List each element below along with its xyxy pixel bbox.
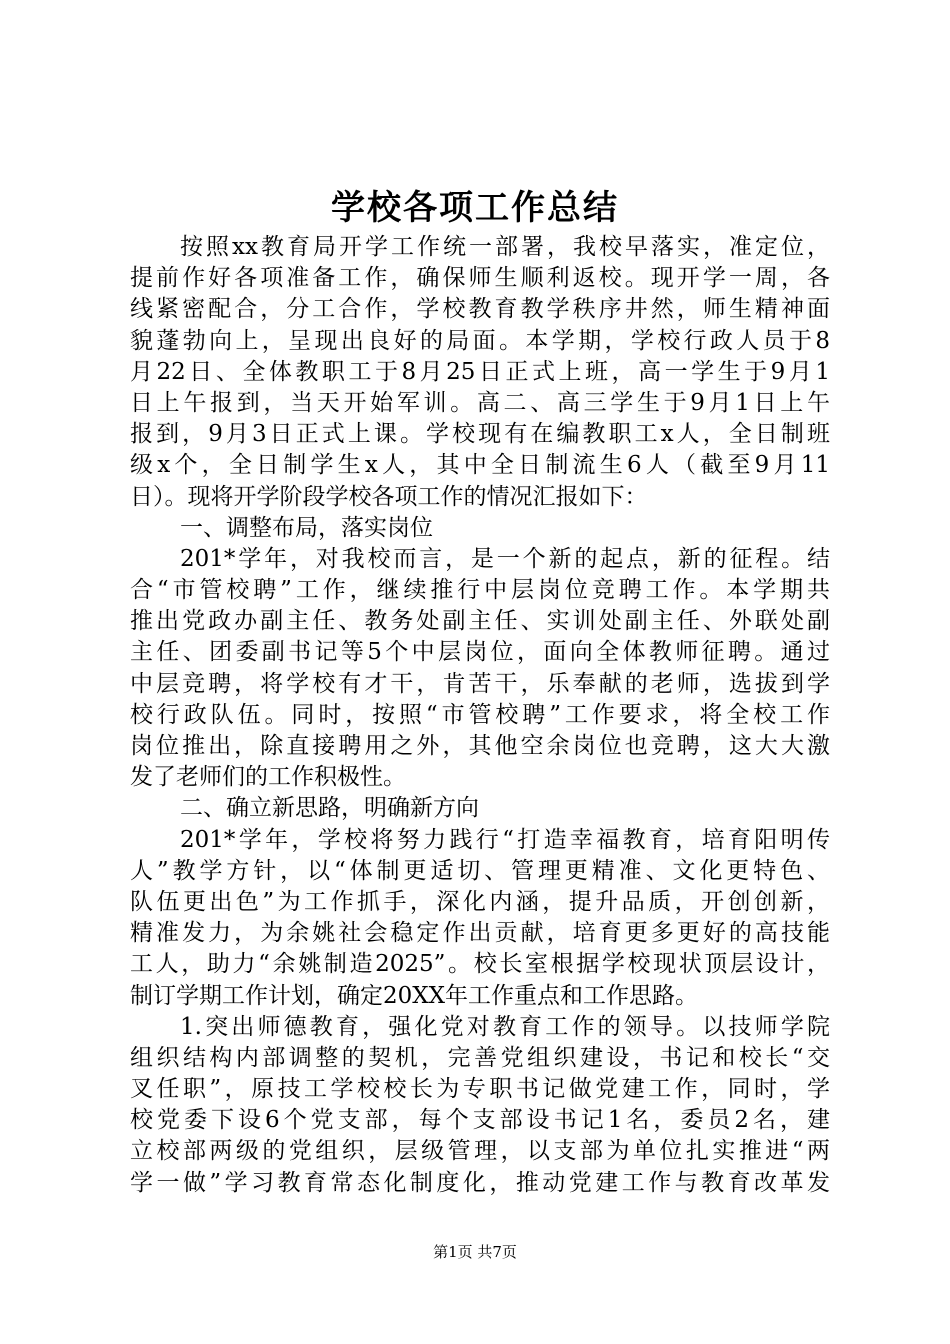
text-line: 月22日、全体教职工于8月25日正式上班，高一学生于9月1 bbox=[130, 358, 830, 385]
text-line: 报到，9月3日正式上课。学校现有在编教职工x人，全日制班 bbox=[130, 421, 830, 448]
text-line: 提前作好各项准备工作，确保师生顺利返校。现开学一周，各 bbox=[130, 265, 830, 292]
text-line: 队伍更出色”为工作抓手，深化内涵，提升品质，开创创新， bbox=[130, 888, 830, 915]
text-line: 叉任职”，原技工学校校长为专职书记做党建工作，同时，学 bbox=[130, 1076, 830, 1103]
text-line: 中层竞聘，将学校有才干，肯苦干，乐奉献的老师，选拔到学 bbox=[130, 670, 830, 697]
text-line: 工人，助力“余姚制造2025”。校长室根据学校现状顶层设计， bbox=[130, 951, 830, 978]
text-line: 貌蓬勃向上，呈现出良好的局面。本学期，学校行政人员于8 bbox=[130, 327, 830, 354]
text-line: 岗位推出，除直接聘用之外，其他空余岗位也竞聘，这大大激 bbox=[130, 733, 830, 759]
document-title: 学校各项工作总结 bbox=[331, 188, 619, 228]
text-line: 级x个，全日制学生x人，其中全日制流生6人（截至9月11 bbox=[130, 452, 830, 479]
text-line: 日上午报到，当天开始军训。高二、高三学生于9月1日上午 bbox=[130, 389, 830, 416]
text-line: 201*学年，学校将努力践行“打造幸福教育，培育阳明传 bbox=[180, 826, 830, 853]
text-line: 组织结构内部调整的契机，完善党组织建设，书记和校长“交 bbox=[130, 1044, 830, 1071]
text-line: 校党委下设6个党支部，每个支部设书记1名，委员2名，建 bbox=[130, 1107, 830, 1134]
page-number-footer: 第1页 共7页 bbox=[433, 1243, 517, 1261]
text-line: 制订学期工作计划，确定20XX年工作重点和工作思路。 bbox=[130, 982, 699, 1009]
text-line: 201*学年，对我校而言，是一个新的起点，新的征程。结 bbox=[180, 545, 830, 572]
text-line: 推出党政办副主任、教务处副主任、实训处副主任、外联处副 bbox=[130, 608, 830, 635]
text-line: 1.突出师德教育，强化党对教育工作的领导。以技师学院 bbox=[180, 1013, 830, 1040]
document-body bbox=[130, 232, 830, 1199]
text-line: 精准发力，为余姚社会稳定作出贡献，培育更多更好的高技能 bbox=[130, 920, 830, 947]
text-line: 主任、团委副书记等5个中层岗位，面向全体教师征聘。通过 bbox=[130, 639, 830, 666]
text-line: 日）。现将开学阶段学校各项工作的情况汇报如下： bbox=[130, 483, 648, 510]
text-line: 立校部两级的党组织，层级管理，以支部为单位扎实推进“两 bbox=[130, 1138, 830, 1165]
text-line: 线紧密配合，分工合作，学校教育教学秩序井然，师生精神面 bbox=[130, 296, 830, 323]
text-line: 校行政队伍。同时，按照“市管校聘”工作要求，将全校工作 bbox=[130, 701, 830, 728]
section-heading: 二、确立新思路，明确新方向 bbox=[180, 795, 479, 822]
section-heading: 一、调整布局，落实岗位 bbox=[180, 514, 433, 541]
text-line: 合“市管校聘”工作，继续推行中层岗位竞聘工作。本学期共 bbox=[130, 577, 830, 604]
text-line: 人”教学方针，以“体制更适切、管理更精准、文化更特色、 bbox=[130, 857, 830, 884]
text-line: 学一做”学习教育常态化制度化，推动党建工作与教育改革发 bbox=[130, 1169, 830, 1196]
text-line: 按照xx教育局开学工作统一部署，我校早落实，准定位， bbox=[180, 234, 830, 260]
text-line: 发了老师们的工作积极性。 bbox=[130, 764, 406, 791]
